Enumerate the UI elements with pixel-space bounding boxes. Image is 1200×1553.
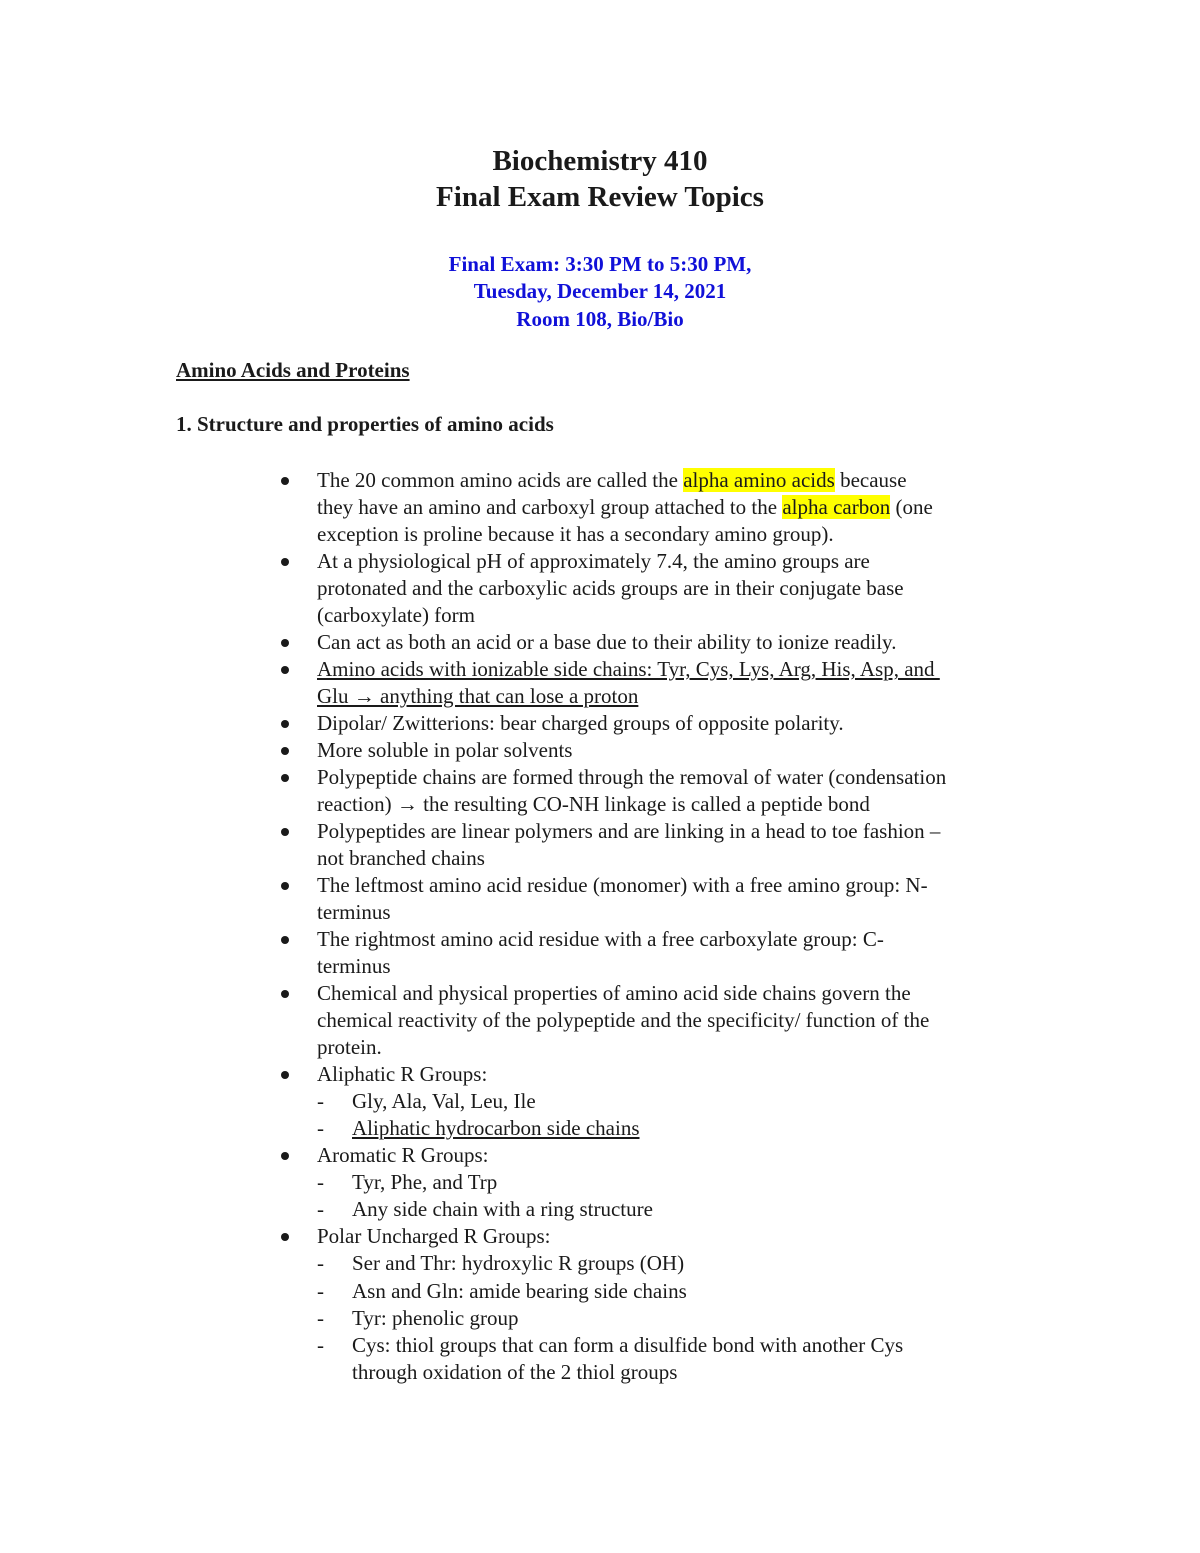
bullet-marker [281,1071,289,1079]
bullet-marker [281,774,289,782]
bullet-marker [281,639,289,647]
document-subtitle: Final Exam Review Topics [436,181,764,213]
list-item-line: The 20 common amino acids are called the alpha amino acids because [317,468,907,492]
list-item-line: Aliphatic R Groups: [317,1062,488,1086]
exam-room: Room 108, Bio/Bio [516,307,684,331]
list-item-line: Can act as both an acid or a base due to their ability to ionize readily. [317,630,897,654]
bullet-marker [281,990,289,998]
highlighted-term: alpha carbon [782,495,891,519]
list-item-line: terminus [317,900,391,924]
sub-item-dash: - [317,1116,324,1140]
list-item-line: The leftmost amino acid residue (monomer) with a free amino group: N- [317,873,928,897]
list-item-line: At a physiological pH of approximately 7.4, the amino groups are [317,549,870,573]
bullet-marker [281,936,289,944]
list-item-line: The rightmost amino acid residue with a free carboxylate group: C- [317,927,884,951]
list-item-line: Glu → anything that can lose a proton [317,684,639,708]
sub-item-line: Asn and Gln: amide bearing side chains [352,1279,687,1303]
list-item-line: Polypeptide chains are formed through the removal of water (condensation [317,765,947,789]
list-item-line: More soluble in polar solvents [317,738,573,762]
list-item-line: terminus [317,954,391,978]
list-item-line: Amino acids with ionizable side chains: Tyr, Cys, Lys, Arg, His, Asp, and [317,657,940,681]
list-item-line: protonated and the carboxylic acids groups are in their conjugate base [317,576,904,600]
bullet-marker [281,882,289,890]
sub-item-line: Tyr, Phe, and Trp [352,1170,498,1194]
list-item-line: Aromatic R Groups: [317,1143,489,1167]
exam-time: Final Exam: 3:30 PM to 5:30 PM, [448,252,752,276]
sub-item-line: Cys: thiol groups that can form a disulfide bond with another Cys [352,1333,904,1357]
topic-heading: 1. Structure and properties of amino acids [176,412,554,436]
sub-item-line: Tyr: phenolic group [352,1306,519,1330]
sub-item-dash: - [317,1251,324,1275]
sub-item-dash: - [317,1279,324,1303]
list-item-line: not branched chains [317,846,485,870]
sub-item-line: Ser and Thr: hydroxylic R groups (OH) [352,1251,685,1275]
bullet-marker [281,477,289,485]
sub-item-dash: - [317,1170,324,1194]
sub-item-line: Gly, Ala, Val, Leu, Ile [352,1089,536,1113]
bullet-marker [281,558,289,566]
sub-item-line: Any side chain with a ring structure [352,1197,653,1221]
list-item-line: (carboxylate) form [317,603,476,627]
list-item-line: Dipolar/ Zwitterions: bear charged groups of opposite polarity. [317,711,844,735]
bullet-marker [281,828,289,836]
sub-item-line: through oxidation of the 2 thiol groups [352,1360,678,1384]
bullet-marker [281,747,289,755]
bullet-marker [281,1233,289,1241]
list-item-line: Chemical and physical properties of amino acid side chains govern the [317,981,911,1005]
bullet-marker [281,1152,289,1160]
sub-item-line: Aliphatic hydrocarbon side chains [352,1116,640,1140]
list-item-line: protein. [317,1035,382,1059]
section-heading: Amino Acids and Proteins [176,358,410,382]
bullet-marker [281,666,289,674]
list-item-line: chemical reactivity of the polypeptide and the specificity/ function of the [317,1008,930,1032]
sub-item-dash: - [317,1306,324,1330]
list-item-line: reaction) → the resulting CO-NH linkage is called a peptide bond [317,792,870,816]
sub-item-dash: - [317,1333,324,1357]
list-item-line: exception is proline because it has a secondary amino group). [317,522,834,546]
highlighted-term: alpha amino acids [683,468,835,492]
document-title: Biochemistry 410 [492,145,708,177]
bullet-marker [281,720,289,728]
sub-item-dash: - [317,1089,324,1113]
sub-item-dash: - [317,1197,324,1221]
list-item-line: Polar Uncharged R Groups: [317,1224,551,1248]
exam-date: Tuesday, December 14, 2021 [473,279,727,303]
list-item-line: they have an amino and carboxyl group attached to the alpha carbon (one [317,495,933,519]
list-item-line: Polypeptides are linear polymers and are linking in a head to toe fashion – [317,819,941,843]
